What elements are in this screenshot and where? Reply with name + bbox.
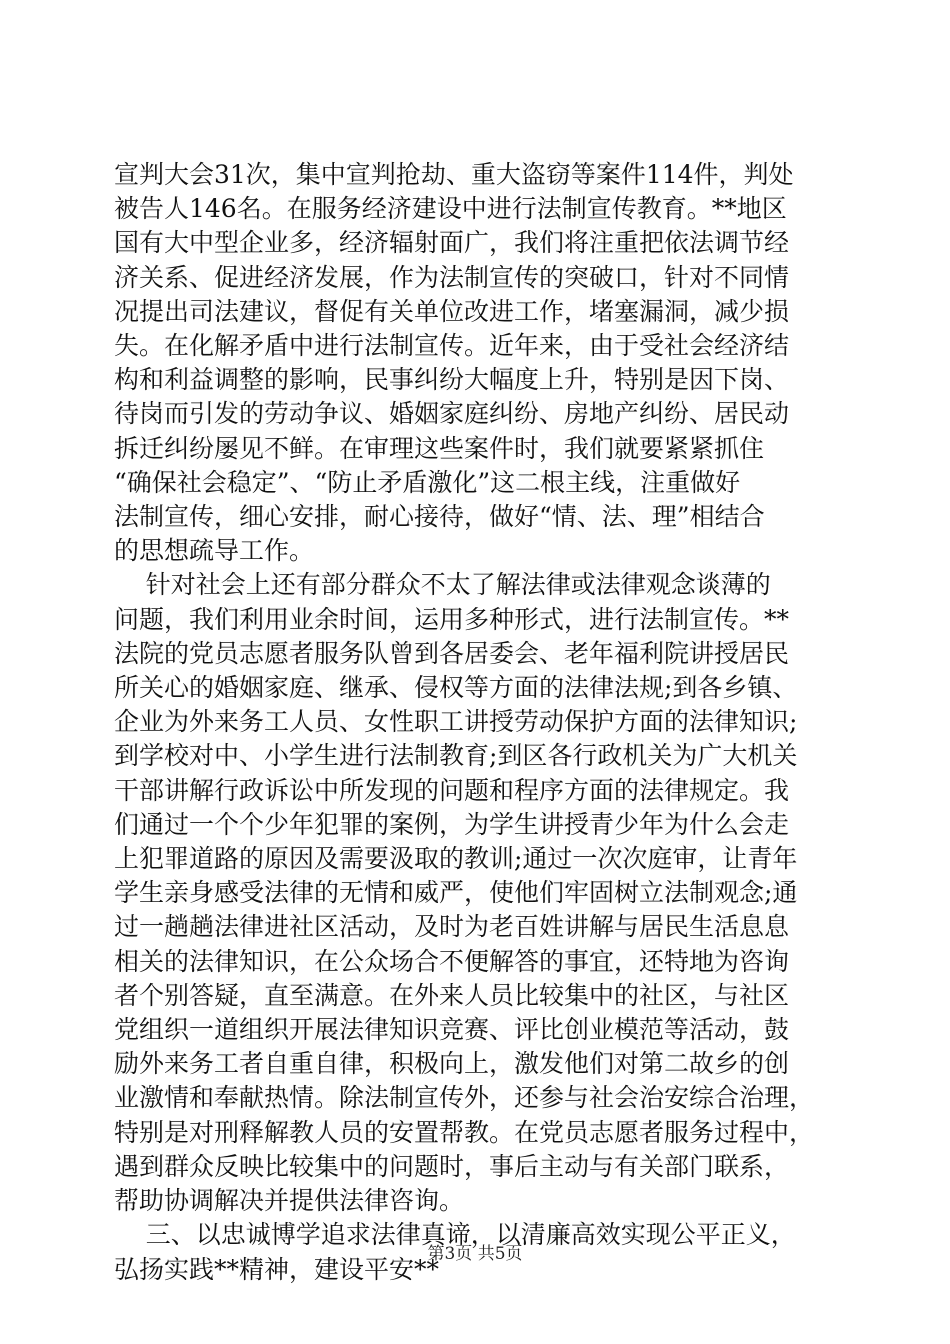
text-line: 上犯罪道路的原因及需要汲取的教训;通过一次次庭审，让青年 (114, 844, 798, 874)
text-line: 济关系、促进经济发展，作为法制宣传的突破口，针对不同情 (114, 262, 790, 292)
text-line: 到学校对中、小学生进行法制教育;到区各行政机关为广大机关 (114, 741, 798, 771)
text-line: 拆迁纠纷屡见不鲜。在审理这些案件时，我们就要紧紧抓住 (114, 433, 765, 463)
text-line: 问题，我们利用业余时间，运用多种形式，进行法制宣传。** (114, 604, 790, 634)
text-line: 特别是对刑释解教人员的安置帮教。在党员志愿者服务过程中， (114, 1117, 815, 1147)
text-line: 法院的党员志愿者服务队曾到各居委会、老年福利院讲授居民 (114, 638, 790, 668)
text-line: 励外来务工者自重自律，积极向上，激发他们对第二故乡的创 (114, 1049, 790, 1079)
text-line: 法制宣传，细心安排，耐心接待，做好“情、法、理”相结合 (114, 502, 765, 532)
text-line: 帮助协调解决并提供法律咨询。 (114, 1186, 465, 1216)
text-line: 企业为外来务工人员、女性职工讲授劳动保护方面的法律知识; (114, 707, 798, 737)
text-line: 们通过一个个少年犯罪的案例，为学生讲授青少年为什么会走 (114, 809, 790, 839)
text-line: 针对社会上还有部分群众不太了解法律或法律观念谈薄的 (114, 570, 771, 600)
text-line: 相关的法律知识，在公众场合不便解答的事宜，还特地为咨询 (114, 946, 790, 976)
text-line: 待岗而引发的劳动争议、婚姻家庭纠纷、房地产纠纷、居民动 (114, 399, 790, 429)
text-line: “确保社会稳定”、“防止矛盾激化”这二根主线，注重做好 (114, 467, 741, 497)
text-line: 学生亲身感受法律的无情和威严，使他们牢固树立法制观念;通 (114, 878, 798, 908)
text-line: 三、以忠诚博学追求法律真谛，以清廉高效实现公平正义， (114, 1220, 796, 1250)
text-line: 的思想疏导工作。 (114, 536, 315, 566)
text-line: 党组织一道组织开展法律知识竞赛、评比创业模范等活动，鼓 (114, 1015, 790, 1045)
text-line: 失。在化解矛盾中进行法制宣传。近年来，由于受社会经济结 (114, 331, 790, 361)
document-body (114, 158, 844, 1287)
text-line: 过一趟趟法律进社区活动，及时为老百姓讲解与居民生活息息 (114, 912, 790, 942)
page-number-footer: 第3页 共5页 (427, 1244, 523, 1264)
text-line: 干部讲解行政诉讼中所发现的问题和程序方面的法律规定。我 (114, 775, 790, 805)
text-line: 宣判大会31次，集中宣判抢劫、重大盗窃等案件114件，判处 (114, 160, 794, 189)
text-line: 构和利益调整的影响，民事纠纷大幅度上升，特别是因下岗、 (114, 365, 790, 395)
text-line: 遇到群众反映比较集中的问题时，事后主动与有关部门联系， (114, 1151, 790, 1181)
text-line: 业激情和奉献热情。除法制宣传外，还参与社会治安综合治理， (114, 1083, 815, 1113)
text-line: 者个别答疑，直至满意。在外来人员比较集中的社区，与社区 (114, 980, 790, 1010)
text-line: 弘扬实践**精神，建设平安** (114, 1254, 440, 1284)
text-line: 被告人146名。在服务经济建设中进行法制宣传教育。**地区 (114, 194, 787, 224)
text-line: 国有大中型企业多，经济辐射面广，我们将注重把依法调节经 (114, 228, 790, 258)
text-line: 况提出司法建议，督促有关单位改进工作，堵塞漏洞，减少损 (114, 296, 790, 326)
text-line: 所关心的婚姻家庭、继承、侵权等方面的法律法规;到各乡镇、 (114, 673, 798, 703)
